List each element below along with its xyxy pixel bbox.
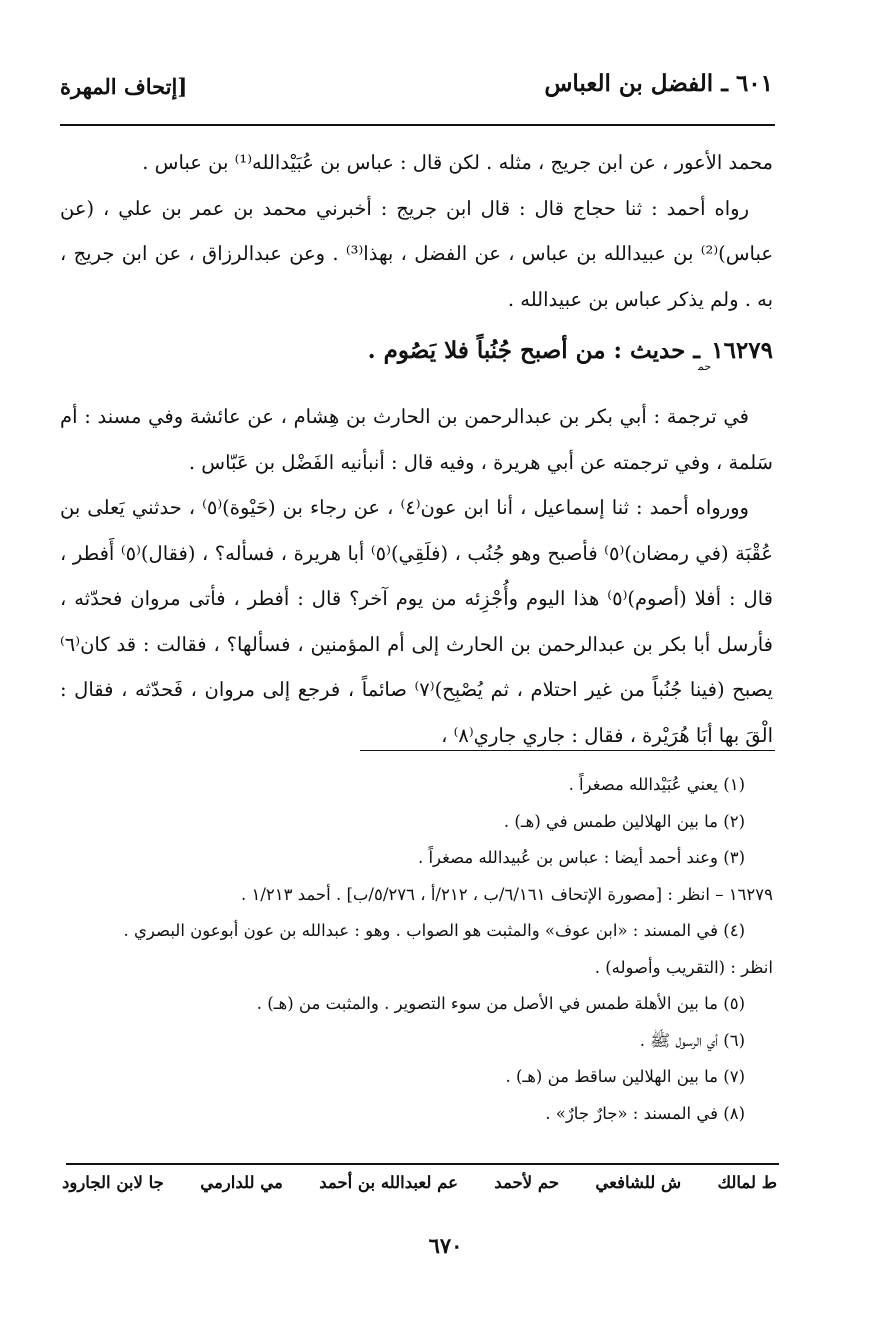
text-paragraph: رواه أحمد : ثنا حجاج قال : قال ابن جريج : أخبرني محمد بن عمر بن علي ، (عن عباس)⁽²⁾ بن عبيدالله بن عباس ، عن الفضل ، بهذا⁽³⁾ . وعن عبدالرزاق ، عن ابن جريج ، به . ولم يذكر عباس بن عبيدالله .	[60, 196, 773, 311]
hadith-heading	[60, 324, 773, 394]
legend-item: جا لابن الجارود	[62, 1173, 164, 1192]
footnote: (١) يعني عُبَيْدالله مصغراً .	[568, 775, 745, 794]
footnote: (٥) ما بين الأهلة طمس في الأصل من سوء التصوير . والمثبت من (هـ) .	[256, 994, 745, 1013]
abbreviation-legend	[62, 1173, 777, 1192]
legend-rule	[66, 1163, 779, 1165]
footnote-rule	[360, 750, 775, 751]
footnote: ١٦٢٧٩ – انظر : [مصورة الإتحاف ٦/١٦١/ب ، ٢١٢/أ ، ٥/٢٧٦/ب] . أحمد ١/٢١٣ .	[240, 884, 773, 904]
footnote: (٤) في المسند : «ابن عوف» والمثبت هو الصواب . وهو : عبدالله بن عون أبوعون البصري .	[123, 921, 745, 940]
legend-item: مي للدارمي	[200, 1173, 283, 1192]
hadith-title: ـ حديث : من أصبح جُنُباً فلا يَصُوم .	[367, 337, 701, 364]
legend-item: ش للشافعي	[595, 1173, 682, 1192]
book-title: [إتحاف المهرة	[60, 74, 188, 99]
hadith-number: ١٦٢٧٩	[711, 337, 773, 364]
footnote: (٧) ما بين الهلالين ساقط من (هـ) .	[505, 1067, 745, 1086]
text-paragraph: وورواه أحمد : ثنا إسماعيل ، أنا ابن عون⁽٤⁾ ، عن رجاء بن (حَيْوة)⁽٥⁾ ، حدثني يَعلى بن عُقْبَة (في رمضان)⁽٥⁾ فأصبح وهو جُنُب ، (فلَقِي)⁽٥⁾ أبا هريرة ، فسأله؟ ، (فقال)⁽٥⁾ أَفطر ، قال : أفلا (أصوم)⁽٥⁾ هذا اليوم وأُجْزِئه من يوم آخر؟ قال : أفطر ، فأتى مروان فحدّثه ، فأرسل أبا بكر بن عبدالرحمن بن الحارث إلى أم المؤمنين ، فسألها؟ ، فقالت : قد كان⁽٦⁾ يصبح (فينا جُنُباً من غير احتلام ، ثم يُصْبِح)⁽٧⁾ صائماً ، فرجع إلى مروان ، فَحدّثه ، فقال : الْقَ بها أبَا هُرَيْرة ، فقال : جاري جاري⁽٨⁾ ،	[60, 496, 773, 747]
footnote: (٢) ما بين الهلالين طمس في (هـ) .	[503, 811, 745, 831]
text-paragraph: في ترجمة : أبي بكر بن عبدالرحمن بن الحارث بن هِشام ، عن عائشة وفي مسند : أم سَلمة ، وفي ترجمته عن أبي هريرة ، وفيه قال : أنبأنيه الفَضْل بن عَبّاس .	[60, 405, 773, 474]
footnote: (٣) وعند أحمد أيضا : عباس بن عُبيدالله مصغراً .	[417, 848, 745, 867]
header-rule	[60, 124, 775, 126]
footnote: (٦) أي الرسول ﷺ .	[639, 1030, 745, 1050]
section-title: ٦٠١ ـ الفضل بن العباس	[544, 70, 773, 97]
footnotes	[60, 767, 773, 1132]
source-mark: حم	[698, 360, 712, 373]
legend-item: ط لمالك	[717, 1173, 777, 1192]
page-header	[60, 70, 773, 110]
legend-item: عم لعبدالله بن أحمد	[319, 1173, 458, 1192]
page-number: ٦٧٠	[428, 1233, 463, 1258]
legend-item: حم لأحمد	[494, 1173, 560, 1192]
footnote: (٨) في المسند : «جارٌ جارٌ» .	[545, 1103, 745, 1123]
footnote: انظر : (التقريب وأصوله) .	[594, 957, 773, 977]
text-line: محمد الأعور ، عن ابن جريج ، مثله . لكن قال : عباس بن عُبَيْدالله⁽¹⁾ بن عباس .	[142, 151, 773, 174]
main-text	[60, 140, 773, 758]
